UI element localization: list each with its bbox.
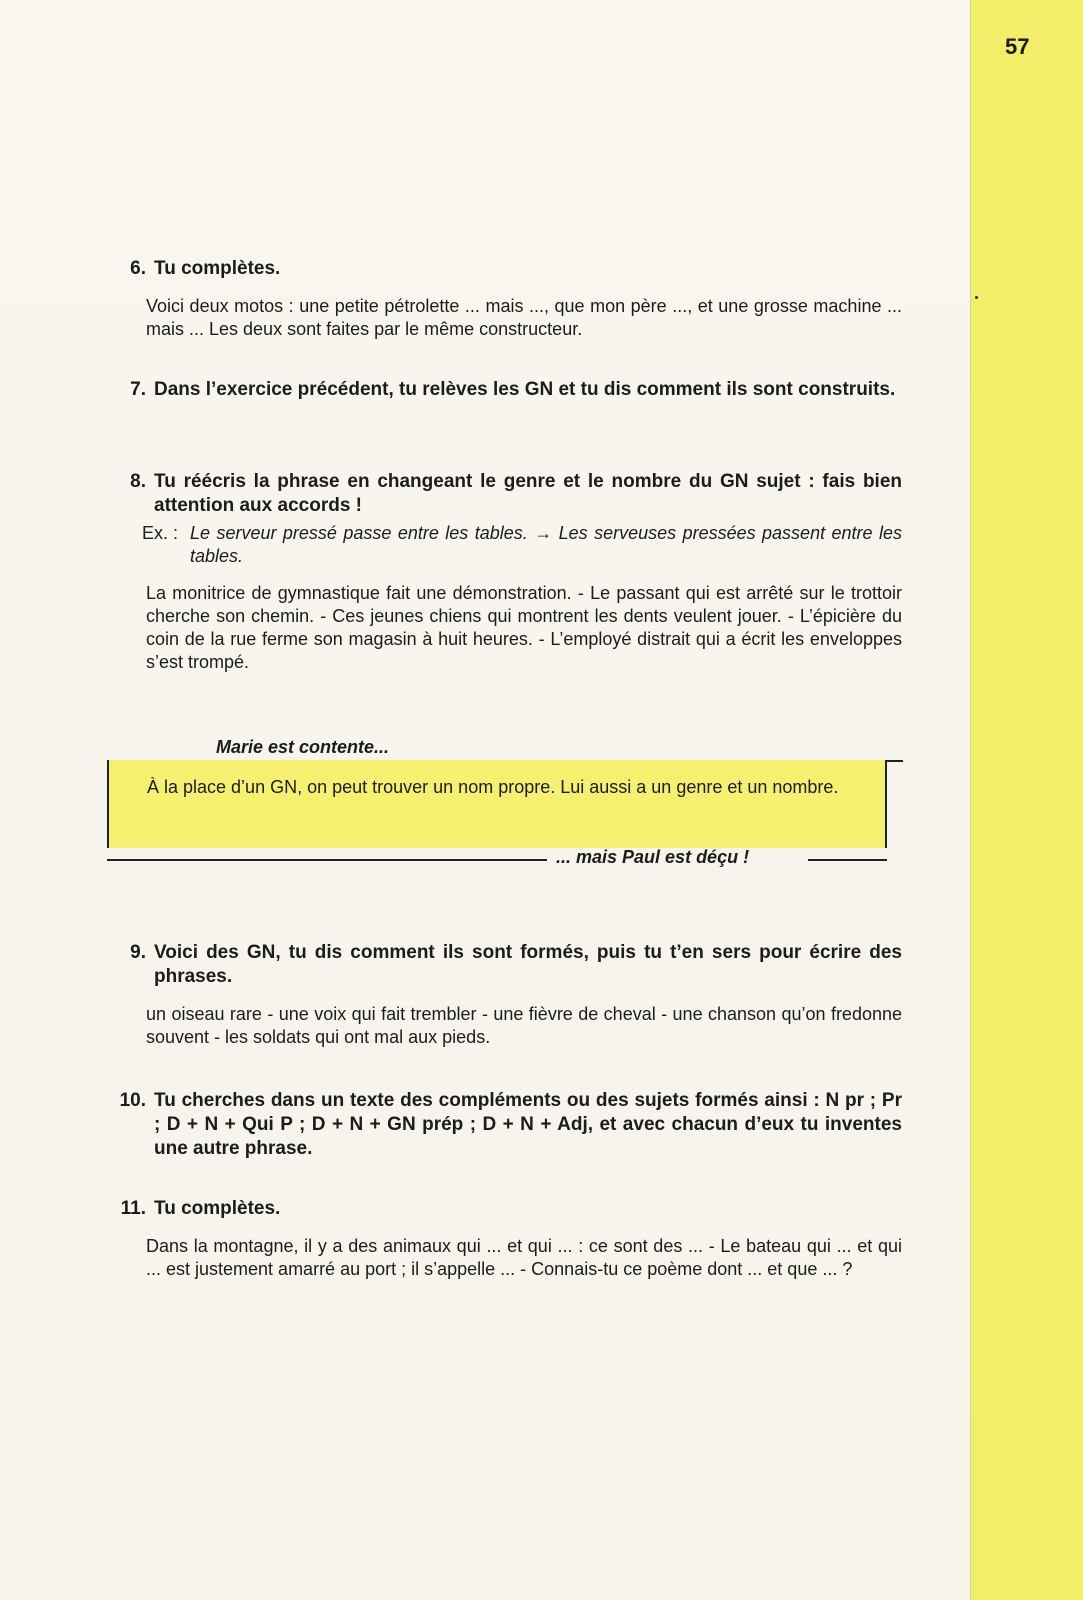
exercise-number: 10. (119, 1090, 146, 1111)
exercise-11 (112, 1197, 902, 1281)
exercise-instruction: Tu cherches dans un texte des compléments ou des sujets formés ainsi : N pr ; Pr ; D + N + Qui P ; D + N + GN prép ; D + N + Adj, et avec chacun d’eux tu inventes une autre phrase. (154, 1090, 902, 1159)
exercise-number: 7. (130, 379, 146, 400)
exercise-8 (112, 470, 902, 674)
box-title-bottom: ... mais Paul est déçu ! (556, 847, 750, 867)
info-box-text: À la place d’un GN, on peut trouver un nom propre. Lui aussi a un genre et un nombre. (147, 777, 839, 797)
page-number: 57 (1005, 34, 1030, 59)
page-edge-strip (970, 0, 1083, 1600)
exercise-number: 6. (130, 258, 146, 279)
exercise-instruction: Tu complètes. (154, 258, 281, 279)
exercise-7 (112, 378, 902, 402)
exercise-6 (112, 257, 902, 341)
exercise-instruction: Dans l’exercice précédent, tu relèves les GN et tu dis comment ils sont construits. (154, 379, 896, 400)
exercise-instruction: Voici des GN, tu dis comment ils sont formés, puis tu t’en sers pour écrire des phrases. (154, 942, 902, 987)
box-bottom-rule (107, 859, 547, 861)
example-label: Ex. : (142, 523, 179, 543)
exercise-text: La monitrice de gymnastique fait une démonstration. - Le passant qui est arrêté sur le trottoir cherche son chemin. - Ces jeunes chiens qui montrent les dents veulent jouer. - L’épicière du coin de la rue ferme son magasin à huit heures. - L’employé distrait qui a écrit les enveloppes s’est trompé. (146, 583, 902, 672)
exercise-text: Dans la montagne, il y a des animaux qui ... et qui ... : ce sont des ... - Le bateau qui ... et qui ... est justement amarré au port ; il s’appelle ... - Connais-tu ce poème dont ... et que ... ? (146, 1236, 902, 1279)
print-speck (975, 296, 978, 299)
exercise-10 (112, 1089, 902, 1161)
box-title-top: Marie est contente... (216, 737, 390, 757)
exercise-number: 9. (130, 942, 146, 963)
exercise-instruction: Tu réécris la phrase en changeant le genre et le nombre du GN sujet : fais bien attention aux accords ! (154, 471, 902, 516)
example-text: Le serveur pressé passe entre les tables. → Les serveuses pressées passent entre les tables. (190, 523, 902, 566)
info-box (107, 760, 887, 848)
exercise-text: un oiseau rare - une voix qui fait trembler - une fièvre de cheval - une chanson qu’on fredonne souvent - les soldats qui ont mal aux pieds. (146, 1004, 902, 1047)
exercise-9 (112, 941, 902, 1049)
exercise-number: 8. (130, 471, 146, 492)
exercise-number: 11. (120, 1198, 146, 1219)
exercise-text: Voici deux motos : une petite pétrolette ... mais ..., que mon père ..., et une grosse machine ... mais ... Les deux sont faites par le même constructeur. (146, 296, 902, 339)
box-bottom-rule (808, 859, 887, 861)
exercise-instruction: Tu complètes. (154, 1198, 281, 1219)
